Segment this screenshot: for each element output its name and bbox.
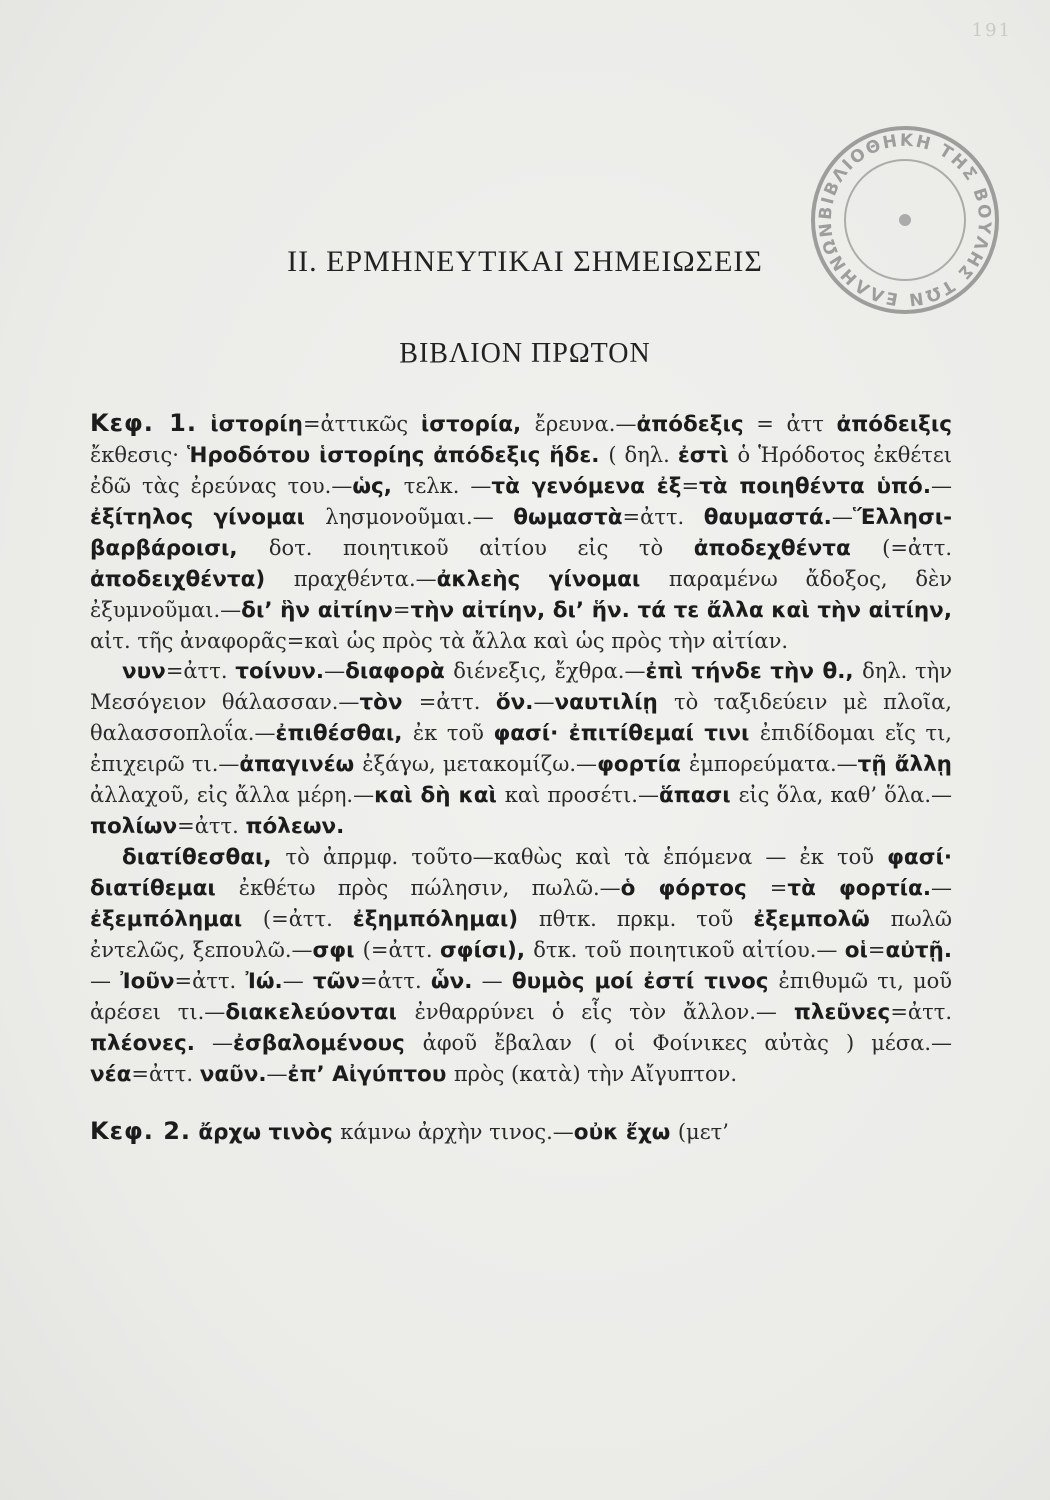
- lemma-term: ἱστορία,: [420, 412, 535, 437]
- lemma-term: τὴν αἰτίην, δι’ ἥν. τά τε ἄλλα καὶ τὴν αἰτίην,: [410, 598, 952, 623]
- chapter-2-text: [198, 1119, 729, 1145]
- gloss-text: =ἀττ.: [622, 505, 704, 529]
- lemma-term: διακελεύονται: [225, 1000, 415, 1025]
- lemma-term: ἐπ’ Αἰγύπτου: [287, 1062, 454, 1087]
- library-stamp: [805, 120, 1005, 320]
- gloss-text: διένεξις, ἔχθρα.—: [453, 659, 646, 683]
- chapter-1-text: [90, 411, 952, 654]
- gloss-text: ἐπιθυμῶ τι, μοῦ ἀρέσει τι.—: [90, 969, 953, 1024]
- gloss-text: ἀφοῦ ἔβαλαν ( οἱ Φοίνικες αὐτὰς ) μέσα.—: [422, 1031, 952, 1055]
- chapter-1-paragraph: [90, 408, 952, 656]
- gloss-text: αἰτ. τῆς ἀναφορᾶς=καὶ ὡς πρὸς τὰ ἄλλα καὶ ὡς πρὸς τὴν αἰτίαν.: [90, 629, 789, 653]
- lemma-term: Ἕλλησι-βαρβάροισι,: [90, 505, 953, 561]
- lemma-term: τῶν: [312, 969, 360, 994]
- stamp-lettering: ΒΙΒΛΙΟΘΗΚΗ ΤΗΣ ΒΟΥΛΗΣ ΤΩΝ ΕΛΛΗΝΩΝ: [815, 130, 995, 310]
- gloss-text: δτκ. τοῦ ποιητικοῦ αἰτίου.—: [533, 938, 845, 962]
- chapter-1-text-2: [90, 658, 952, 839]
- lemma-term: πλέονες.: [90, 1031, 195, 1056]
- gloss-text: =ἀττ.: [165, 659, 236, 683]
- lemma-term: φασί· ἐπιτίθεμαί τινι: [493, 721, 760, 746]
- lemma-term: θαυμαστά.: [703, 505, 832, 530]
- gloss-text: πωλῶ ἐντελῶς, ξεπουλῶ.—: [90, 907, 952, 962]
- gloss-text: —: [533, 690, 555, 714]
- lemma-term: ἀπόδειξις: [836, 412, 953, 437]
- gloss-text: (=ἀττ.: [362, 938, 440, 962]
- gloss-text: τὸ ἀπρμφ. τοῦτο—καθὼς καὶ τὰ ἑπόμενα — ἐκ τοῦ: [285, 845, 888, 869]
- lemma-term: Ἰοῦν: [120, 969, 175, 994]
- gloss-text: =: [681, 474, 700, 498]
- stamp-center-dot: [899, 214, 911, 226]
- gloss-text: —: [831, 505, 853, 529]
- lemma-term: ναῦν.: [199, 1062, 267, 1087]
- gloss-text: =: [867, 938, 886, 962]
- lemma-term: νυν: [122, 659, 166, 684]
- gloss-text: ( δηλ.: [608, 443, 678, 467]
- lemma-term: διαφορὰ: [345, 659, 454, 684]
- gloss-text: =ἀττ.: [174, 969, 246, 993]
- lemma-term: ἐξίτηλος γίνομαι: [90, 505, 326, 530]
- gloss-text: δηλ. τὴν Μεσόγειον θάλασσαν.—: [90, 659, 953, 714]
- gloss-text: (=ἀττ.: [882, 536, 953, 560]
- lemma-term: ἱστορίη: [210, 412, 303, 437]
- lemma-term: τὰ φορτία.: [787, 876, 931, 901]
- gloss-text: κάμνω ἀρχὴν τινος.—: [340, 1120, 574, 1144]
- lemma-term: ὅν.: [495, 690, 534, 715]
- lemma-term: τὸν: [359, 690, 419, 715]
- gloss-text: τελκ. —: [403, 474, 492, 498]
- lemma-term: ναυτιλίῃ: [554, 690, 674, 715]
- gloss-text: = ἀττ: [743, 412, 837, 436]
- gloss-text: λησμονοῦμαι.—: [325, 505, 514, 529]
- gloss-text: =: [769, 876, 788, 900]
- lemma-term: φασί· διατίθεμαι: [90, 845, 952, 901]
- gloss-text: καὶ προσέτι.—: [504, 783, 659, 807]
- page-number: 191: [971, 20, 1012, 41]
- gloss-text: παραμένω ἄδοξος, δὲν ἐξυμνοῦμαι.—: [90, 567, 953, 622]
- lemma-term: ἐξημπόλημαι): [352, 907, 539, 932]
- lemma-term: ὧν.: [430, 969, 473, 994]
- lemma-term: οὐκ ἔχω: [573, 1120, 678, 1145]
- chapter-2-paragraph: [90, 1116, 952, 1148]
- chapter-1-paragraph-3: [90, 842, 952, 1090]
- lemma-term: σφίσι),: [439, 938, 534, 963]
- commentary-text: [90, 408, 952, 1148]
- gloss-text: ἀλλαχοῦ, εἰς ἄλλα μέρη.—: [90, 783, 375, 807]
- lemma-term: Ἰώ.: [245, 969, 283, 994]
- gloss-text: —: [931, 474, 952, 498]
- gloss-text: τὸ ταξιδεύειν μὲ πλοῖα, θαλασσοπλοΐα.—: [90, 690, 952, 745]
- gloss-text: ἐνθαρρύνει ὁ εἷς τὸν ἄλλον.—: [414, 1000, 794, 1024]
- gloss-text: =ἀττ.: [131, 1062, 200, 1086]
- gloss-text: ἔρευνα.—: [534, 412, 637, 436]
- lemma-term: ἀκλεὴς γίνομαι: [436, 567, 669, 592]
- gloss-text: —: [282, 969, 313, 993]
- gloss-text: ἐκ τοῦ: [412, 721, 494, 745]
- chapter-1-paragraph-2: [90, 656, 952, 842]
- gloss-text: πθτκ. πρκμ. τοῦ: [538, 907, 754, 931]
- lemma-term: ἅπασι: [658, 783, 739, 808]
- gloss-text: —: [266, 1062, 288, 1086]
- lemma-term: τὰ γενόμενα ἐξ: [491, 474, 682, 499]
- chapter-1-label: Κεφ. 1.: [90, 409, 197, 437]
- lemma-term: ἐσβαλομένους: [233, 1031, 423, 1056]
- lemma-term: φορτία: [597, 752, 689, 777]
- section-title: II. ΕΡΜΗΝΕΥΤΙΚΑΙ ΣΗΜΕΙΩΣΕΙΣ: [287, 245, 763, 278]
- lemma-term: ἐξεμπολῶ: [753, 907, 891, 932]
- lemma-term: ὁ φόρτος: [620, 876, 770, 901]
- lemma-term: ὡς,: [352, 474, 404, 499]
- lemma-term: ἀποδειχθέντα): [90, 567, 294, 592]
- gloss-text: δοτ. ποιητικοῦ αἰτίου εἰς τὸ: [268, 536, 694, 560]
- gloss-text: ὁ Ἡρόδοτος ἐκθέτει ἐδῶ τὰς ἐρεύνας του.—: [90, 443, 952, 498]
- lemma-term: ἀποδεχθέντα: [693, 536, 883, 561]
- lemma-term: τὰ ποιηθέντα ὑπό.: [699, 474, 931, 499]
- gloss-text: =ἀττικῶς: [302, 412, 421, 436]
- lemma-term: πλεῦνες: [793, 1000, 891, 1025]
- lemma-term: τῇ ἄλλῃ: [857, 752, 952, 777]
- gloss-text: =ἀττ.: [418, 690, 496, 714]
- gloss-text: —: [324, 659, 346, 683]
- gloss-text: =: [392, 598, 411, 622]
- gloss-text: =ἀττ.: [890, 1000, 952, 1024]
- gloss-text: ἐξάγω, μετακομίζω.—: [362, 752, 598, 776]
- gloss-text: —: [194, 1031, 234, 1055]
- lemma-term: νέα: [90, 1062, 132, 1087]
- lemma-term: δι’ ἣν αἰτίην: [241, 598, 393, 623]
- gloss-text: ἐπιδίδομαι εἴς τι, ἐπιχειρῶ τι.—: [90, 721, 952, 776]
- library-stamp-graphic: [805, 120, 1005, 320]
- gloss-text: —: [930, 876, 952, 900]
- lemma-term: ἐπιθέσθαι,: [275, 721, 413, 746]
- lemma-term: διατίθεσθαι,: [122, 845, 286, 870]
- lemma-term: θωμαστὰ: [513, 505, 623, 530]
- lemma-term: ἄρχω τινὸς: [198, 1120, 341, 1145]
- gloss-text: ἐκθέτω πρὸς πώλησιν, πωλῶ.—: [238, 876, 621, 900]
- lemma-term: αὐτῇ.: [885, 938, 953, 963]
- lemma-term: ἐπὶ τήνδε τὴν θ.,: [645, 659, 863, 684]
- lemma-term: Ἡροδότου ἱστορίης ἀπόδεξις ἥδε.: [186, 443, 609, 468]
- lemma-term: τοίνυν.: [235, 659, 325, 684]
- gloss-text: πραχθέντα.—: [293, 567, 437, 591]
- gloss-text: =ἀττ.: [359, 969, 431, 993]
- chapter-1-text-3: [90, 844, 952, 1087]
- gloss-text: εἰς ὅλα, καθ’ ὅλα.—: [738, 783, 952, 807]
- lemma-term: ἐστὶ: [677, 443, 738, 468]
- gloss-text: πρὸς (κατὰ) τὴν Αἴγυπτον.: [453, 1062, 738, 1086]
- gloss-text: ἔκθεσις·: [90, 443, 187, 467]
- gloss-text: (μετ’: [677, 1120, 729, 1144]
- gloss-text: —: [472, 969, 512, 993]
- lemma-term: σφι: [312, 938, 363, 963]
- chapter-2-label: Κεφ. 2.: [90, 1117, 192, 1145]
- gloss-text: —: [90, 969, 121, 993]
- lemma-term: καὶ δὴ καὶ: [374, 783, 505, 808]
- lemma-term: ἀπαγινέω: [239, 752, 363, 777]
- gloss-text: =ἀττ.: [177, 814, 246, 838]
- book-title: ΒΙΒΛΙΟΝ ΠΡΩΤΟΝ: [399, 338, 651, 369]
- lemma-term: οἱ: [844, 938, 868, 963]
- lemma-term: πολίων: [90, 814, 178, 839]
- gloss-text: ἐμπορεύματα.—: [688, 752, 858, 776]
- lemma-term: ἐξεμπόλημαι: [90, 907, 263, 932]
- gloss-text: (=ἀττ.: [262, 907, 353, 931]
- lemma-term: ἀπόδεξις: [636, 412, 744, 437]
- lemma-term: θυμὸς μοί ἐστί τινος: [511, 969, 779, 994]
- lemma-term: πόλεων.: [245, 814, 345, 839]
